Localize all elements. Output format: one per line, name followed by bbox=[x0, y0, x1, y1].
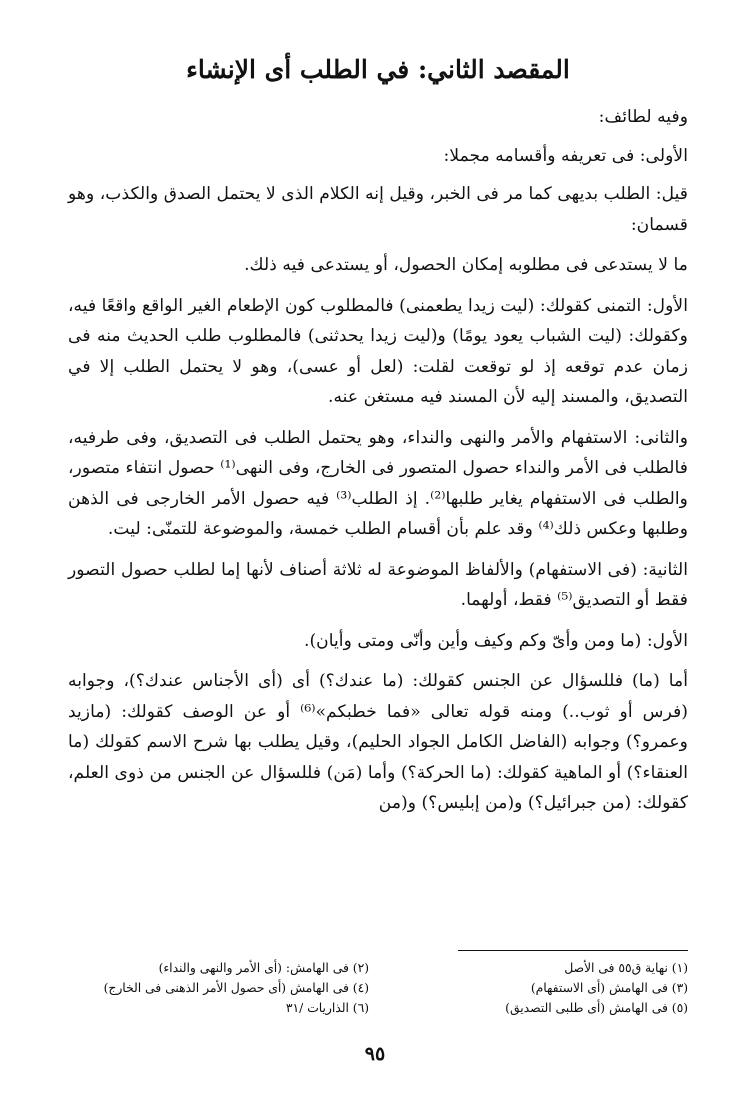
footnotes bbox=[68, 958, 688, 1018]
page-number: ٩٥ bbox=[364, 1043, 386, 1065]
section-title: المقصد الثاني: في الطلب أى الإنشاء bbox=[186, 55, 570, 84]
footnote-6: (٦) الذاريات /٣١ bbox=[285, 1001, 369, 1015]
footnote-5: (٥) فى الهامش (أى طلبى التصديق) bbox=[505, 1001, 688, 1015]
footnote-2: (٢) فى الهامش: (أى الأمر والنهى والنداء) bbox=[158, 961, 369, 975]
paragraph-tamanni: الأول: التمنى كقولك: (ليت زيدا يطعمنى) فالمطلوب كون الإطعام الغير الواقع واقعًا فيه، وكقولك: (ليت الشباب يعود يومًا) و(ليت زيدا يحدثنى) فالمطلوب طلب الحديث منه فى زمان عدم توقعه إذ لو توقعت لقلت: (لعل أو عسى)، وهو لا يحتمل الطلب إلا في التصديق، والمسند إليه لأن المسند فيه مستغن عنه. bbox=[68, 295, 688, 407]
footnote-divider bbox=[458, 950, 688, 951]
paragraph-definition: قيل: الطلب بديهى كما مر فى الخبر، وقيل إنه الكلام الذى لا يحتمل الصدق والكذب، وهو قسمان: bbox=[68, 184, 688, 235]
paragraph-ma-man: أما (ما) فللسؤال عن الجنس كقولك: (ما عندك؟) أى (أى الأجناس عندك؟)، وجوابه (فرس أو ثوب..) ومنه قوله تعالى «فما خطبكم»⁽⁶⁾ أو عن الوصف كقولك: (مازيد وعمرو؟) وجوابه (الفاضل الكامل الجواد الحليم)، وقيل يطلب بها شرح الاسم كقولك (ما العنقاء؟) أو الماهية كقولك: (ما الحركة؟) وأما (مَن) فللسؤال عن الجنس من ذوى العلم، كقولك: (من جبرائيل؟) و(من إبليس؟) و(من bbox=[68, 671, 688, 813]
paragraph-division: ما لا يستدعى فى مطلوبه إمكان الحصول، أو يستدعى فيه ذلك. bbox=[244, 255, 688, 275]
paragraph-first-note: الأولى: فى تعريفه وأقسامه مجملا: bbox=[443, 145, 688, 166]
footnote-3: (٣) فى الهامش (أى الاستفهام) bbox=[530, 981, 688, 995]
footnote-4: (٤) فى الهامش (أى حصول الأمر الذهنى فى الخارج) bbox=[103, 981, 369, 995]
paragraph-intro: وفيه لطائف: bbox=[598, 107, 688, 127]
paragraph-second-kind: والثانى: الاستفهام والأمر والنهى والنداء، وهو يحتمل الطلب فى التصديق، وفى طرفيه، فالطلب فى الأمر والنداء حصول المتصور فى الخارج، وفى النهى⁽¹⁾ حصول انتفاء متصور، والطلب فى الاستفهام يغاير طلبها⁽²⁾. إذ الطلب⁽³⁾ فيه حصول الأمر الخارجى فى الذهن وطلبها وعكس ذلك⁽⁴⁾ وقد علم بأن أقسام الطلب خمسة، والموضوعة للتمنّى: ليت. bbox=[68, 427, 688, 539]
footnote-1: (١) نهاية ق٥٥ فى الأصل bbox=[564, 961, 688, 975]
paragraph-particles: الأول: (ما ومن وأىّ وكم وكيف وأين وأنّى ومتى وأيان). bbox=[303, 630, 688, 651]
paragraph-istifham: الثانية: (فى الاستفهام) والألفاظ الموضوعة له ثلاثة أصناف لأنها إما لطلب حصول التصور فقط أو التصديق⁽⁵⁾ فقط، أولهما. bbox=[68, 559, 688, 610]
